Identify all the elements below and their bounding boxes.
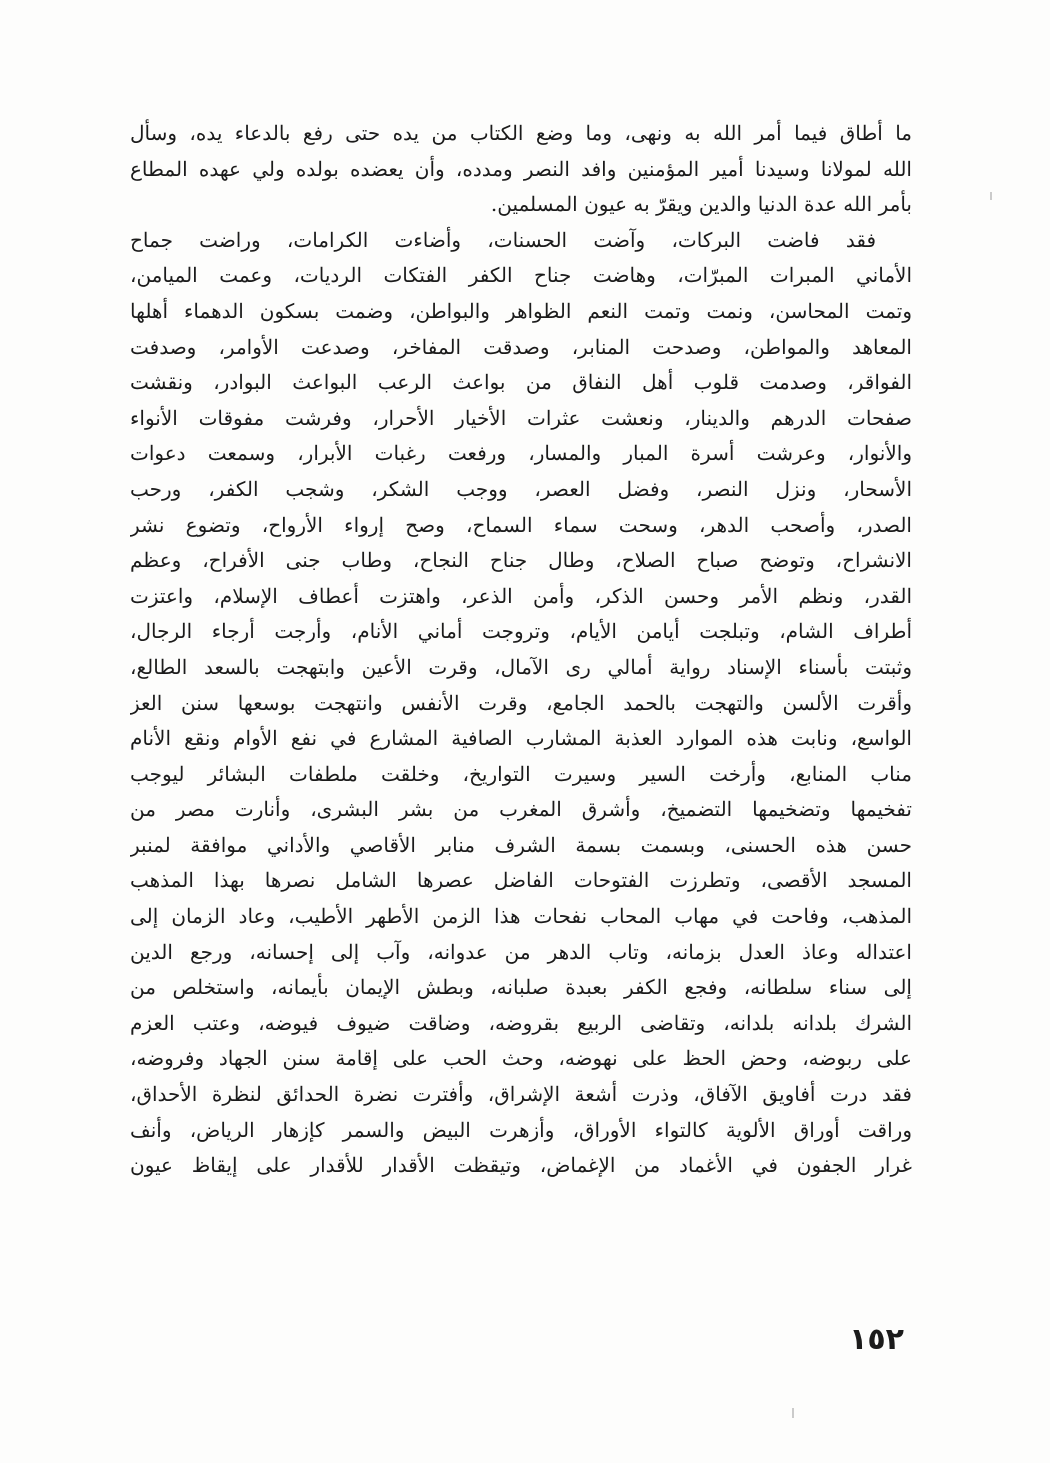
text-line: حسن هذه الحسنى، وبسمت بسمة الشرف منابر الأقاصي والأداني موافقة لمنبر xyxy=(130,832,912,857)
text-line: والأنوار، وعرشت أسرة المبار والمسار، ورفعت رغبات الأبرار، وسمعت دعوات xyxy=(130,441,912,466)
text-line: بأمر الله عدة الدنيا والدين ويقرّ به عيون المسلمين. xyxy=(490,192,912,217)
text-line: غرار الجفون في الأغماد من الإغماض، وتيقظت الأقدار للأقدار على إيقاظ عيون xyxy=(130,1153,912,1178)
text-line: مناب المنابع، وأرخت السير وسيرت التواريخ، وخلقت ملطفات البشائر ليوجب xyxy=(130,761,912,786)
scan-mark xyxy=(792,1408,794,1418)
text-line: وأقرت الألسن والتهجت بالحمد الجامع، وقرت الأنفس وانتهجت بوسعها سنن العز xyxy=(130,690,912,715)
text-line: أطراف الشام، وتبلجت أيامن الأيام، وتروجت أماني الأنام، وأرجت أرجاء الرجال، xyxy=(130,619,912,644)
text-line: على ربوضه، وحض الحظ على نهوضه، وحث الحب على إقامة سنن الجهاد وفروضه، xyxy=(130,1046,912,1071)
text-line: تفخيمها وتضخيمها التضميخ، وأشرق المغرب من بشر البشرى، وأنارت مصر من xyxy=(130,797,912,822)
text-line: المعاهد والمواطن، وصدحت المنابر، وصدقت المفاخر، وصدعت الأوامر، وصدفت xyxy=(130,334,912,359)
text-line: فقد درت أفاويق الآفاق، وذرت أشعة الإشراق، وأفترت نضرة الحدائق لنظرة الأحداق، xyxy=(130,1082,912,1107)
text-line: الأماني المبرات المبرّات، وهاضت جناح الكفر الفتكات الرديات، وعمت الميامن، xyxy=(130,263,912,288)
text-line: الأسحار، ونزل النصر، وفضل العصر، ووجب الشكر، وشجب الكفر، ورحب xyxy=(130,476,912,501)
text-line: الانشراح، وتوضح صباح الصلاح، وطال جناح النجاح، وطاب جنى الأفراح، وعظم xyxy=(130,548,912,573)
text-line: إلى سناء سلطانه، وفجع الكفر بعبدة صلبانه، وبطش الإيمان بأيمانه، واستخلص من xyxy=(130,975,912,1000)
text-line: الواسع، ونابت هذه الموارد العذبة المشارب الصافية المشارع في نفع الأوام ونقع الأنام xyxy=(130,726,912,751)
page-number: ١٥٢ xyxy=(849,1322,904,1357)
text-line: صفحات الدرهم والدينار، ونعشت عثرات الأخيار الأحرار، وفرشت مفوقات الأنواء xyxy=(130,405,912,430)
text-line: اعتداله وعاذ العدل بزمانه، وتاب الدهر من عدوانه، وآب إلى إحسانه، ورجع الدين xyxy=(130,939,912,964)
text-line: وثبتت بأسناء الإسناد رواية أمالي رى الآمال، وقرت الأعين وابتهجت بالسعد الطالع، xyxy=(130,654,912,679)
text-line: الشرك بلدانه بلدانه، وتقاضى الربيع بقروضه، وضاقت ضيوف فيوضه، وعتب العزم xyxy=(130,1010,912,1035)
text-line: القدر، ونظم الأمر وحسن الذكر، وأمن الذعر، واهتزت أعطاف الإسلام، واعتزت xyxy=(130,583,912,608)
text-line: ما أطاق فيما أمر الله به ونهى، وما وضع الكتاب من يده حتى رفع بالدعاء يده، وسأل xyxy=(130,121,912,145)
text-line: وتمت المحاسن، ونمت وتمت النعم الظواهر والبواطن، وضمت بسكون الدهماء أهلها xyxy=(130,298,912,323)
text-line: الله لمولانا وسيدنا أمير المؤمنين وافد النصر ومدده، وأن يعضده بولده ولي عهده المطاع xyxy=(130,156,912,181)
text-line: فقد فاضت البركات، وآضت الحسنات، وأضاءت الكرامات، وراضت جماح xyxy=(130,227,876,252)
body-text xyxy=(130,116,912,1184)
scan-mark xyxy=(990,192,992,200)
text-line: الفواقر، وصدمت قلوب أهل النفاق من بواعث الرعب البواعث البوادر، ونقشت xyxy=(130,370,912,395)
text-line: المسجد الأقصى، وتطرزت الفتوحات الفاضل عصرها الشامل نصرها بهذا المذهب xyxy=(130,868,912,893)
text-line: وراقت أوراق الألوية كالتواء الأوراق، وأزهرت البيض والسمر كإزهار الرياض، وأنف xyxy=(130,1117,912,1142)
text-line: الصدر، وأصحب الدهر، وسحت سماء السماح، وصح إرواء الأرواح، وتضوع نشر xyxy=(130,512,912,537)
text-line: المذهب، وفاحت في مهاب المحاب نفحات هذا الزمن الأطهر الأطيب، وعاد الزمان إلى xyxy=(130,904,912,929)
